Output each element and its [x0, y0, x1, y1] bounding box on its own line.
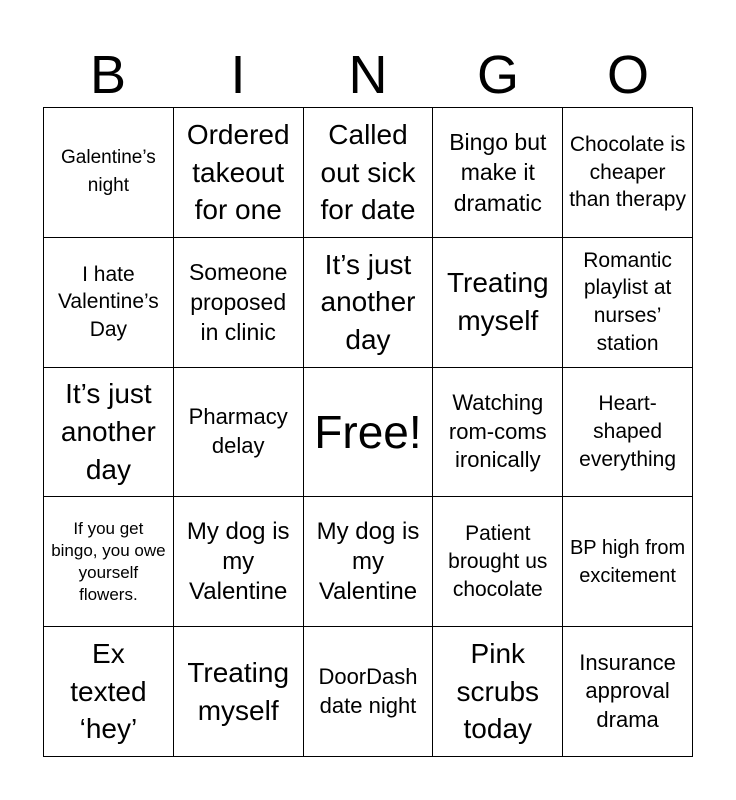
bingo-cell[interactable]: [563, 238, 693, 368]
cell-text: DoorDash date night: [318, 664, 418, 718]
cell-text: Bingo but make it dramatic: [449, 128, 547, 216]
bingo-cell[interactable]: [304, 627, 434, 757]
cell-text: Ordered takeout for one: [186, 118, 290, 226]
bingo-cell[interactable]: [433, 627, 563, 757]
cell-text: Pharmacy delay: [188, 404, 288, 458]
cell-text: Ex texted ‘hey’: [70, 637, 147, 745]
cell-text: My dog is my Valentine: [316, 517, 420, 605]
bingo-cell[interactable]: [563, 627, 693, 757]
bingo-cell[interactable]: [304, 238, 434, 368]
free-space-cell[interactable]: [304, 368, 434, 498]
cell-text: Galentine’s night: [61, 147, 156, 197]
bingo-cell[interactable]: [44, 108, 174, 238]
cell-text: I hate Valentine’s Day: [57, 262, 159, 342]
cell-text: Chocolate is cheaper than therapy: [569, 132, 686, 212]
bingo-cell[interactable]: [563, 108, 693, 238]
header-letter-n: N: [348, 45, 388, 105]
bingo-cell[interactable]: [44, 368, 174, 498]
bingo-cell[interactable]: [174, 108, 304, 238]
bingo-cell[interactable]: [304, 108, 434, 238]
cell-text: Someone proposed in clinic: [188, 258, 288, 346]
cell-text: Called out sick for date: [320, 118, 416, 226]
cell-text: Treating myself: [187, 656, 290, 726]
bingo-cell[interactable]: [563, 497, 693, 627]
bingo-board: [43, 107, 693, 757]
header-letter-i: I: [230, 45, 246, 105]
cell-text: Treating myself: [446, 267, 549, 337]
cell-text: Heart-shaped everything: [579, 392, 677, 471]
bingo-cell[interactable]: [174, 627, 304, 757]
bingo-cell[interactable]: [433, 108, 563, 238]
free-space-label: Free!: [314, 405, 422, 458]
header-letter-g: G: [476, 45, 519, 105]
header-letter-b: B: [89, 45, 127, 105]
bingo-cell[interactable]: [174, 238, 304, 368]
header-letter-o: O: [606, 45, 649, 105]
cell-text: It’s just another day: [320, 248, 416, 356]
cell-text: Pink scrubs today: [456, 637, 540, 745]
cell-text: My dog is my Valentine: [186, 517, 290, 605]
bingo-cell[interactable]: [433, 238, 563, 368]
cell-text: It’s just another day: [60, 378, 156, 485]
cell-text: BP high from excitement: [569, 536, 686, 587]
bingo-cell[interactable]: [44, 627, 174, 757]
cell-text: Insurance approval drama: [579, 649, 676, 732]
bingo-cell[interactable]: [433, 497, 563, 627]
cell-text: Romantic playlist at nurses’ station: [583, 248, 672, 355]
cell-text: Patient brought us chocolate: [448, 522, 548, 601]
bingo-cell[interactable]: [44, 238, 174, 368]
cell-text: Watching rom-coms ironically: [448, 390, 547, 473]
cell-text: If you get bingo, you owe yourself flowers.: [51, 518, 166, 604]
bingo-cell[interactable]: [433, 368, 563, 498]
bingo-header: [43, 44, 693, 106]
bingo-cell[interactable]: [304, 497, 434, 627]
bingo-cell[interactable]: [174, 497, 304, 627]
bingo-cell[interactable]: [563, 368, 693, 498]
bingo-cell[interactable]: [44, 497, 174, 627]
bingo-cell[interactable]: [174, 368, 304, 498]
